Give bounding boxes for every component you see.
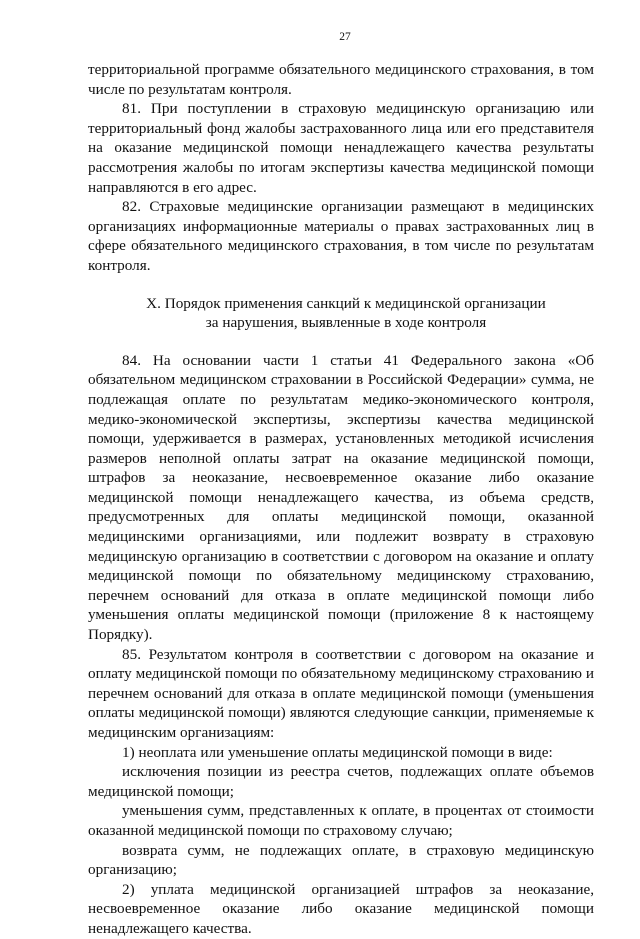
paragraph-85: 85. Результатом контроля в соответствии с договором на оказание и оплату медицинской помощи по обязательному медицинскому страхованию и перечнем оснований для отказа в оплате медицинской помощи (уменьшения оплаты медицинской помощи) являются следующие санкции, применяемые к медицинским организациям:	[88, 645, 594, 741]
section-heading	[88, 294, 594, 333]
list-item-2: 2) уплата медицинской организацией штрафов за неоказание, несвоевременное оказание либо оказание медицинской помощи ненадлежащего качества.	[88, 880, 594, 937]
list-subitem-reduction: уменьшения сумм, представленных к оплате, в процентах от стоимости оказанной медицинской помощи по страховому случаю;	[88, 802, 594, 839]
list-item-1: 1) неоплата или уменьшение оплаты медицинской помощи в виде:	[122, 743, 553, 761]
page-number: 27	[339, 31, 351, 43]
list-subitem-refund: возврата сумм, не подлежащих оплате, в страховую медицинскую организацию;	[88, 841, 594, 879]
paragraph-84: 84. На основании части 1 статьи 41 Федерального закона «Об обязательном медицинском страховании в Российской Федерации» сумма, не подлежащая оплате по результатам медико-экономического контроля, медико-экономической экспертизы, экспертизы качества медицинской помощи, удерживается в размерах, установленных методикой исчисления размеров неполной оплаты затрат на оказание медицинской помощи, штрафов за неоказание, несвоевременное оказание либо оказание медицинской помощи ненадлежащего качества, из объема средств, предусмотренных для оплаты медицинской помощи, оказанной медицинскими организациями, или подлежит возврату в страховую медицинскую организацию в соответствии с договором на оказание и оплату медицинской помощи по обязательному медицинскому страхованию, перечнем оснований для отказа в оплате медицинской помощи либо уменьшения оплаты медицинской помощи (приложение 8 к настоящему Порядку).	[88, 351, 594, 644]
section-heading-line1: X. Порядок применения санкций к медицинской организации	[146, 294, 546, 312]
body-text-bottom	[88, 351, 594, 939]
section-heading-line2: за нарушения, выявленные в ходе контроля	[205, 314, 487, 332]
list-subitem-exclusion: исключения позиции из реестра счетов, подлежащих оплате объемов медицинской помощи;	[88, 763, 594, 800]
body-text-top	[88, 60, 594, 276]
paragraph-continuation: территориальной программе обязательного медицинского страхования, в том числе по результатам контроля.	[88, 61, 594, 98]
paragraph-82: 82. Страховые медицинские организации размещают в медицинских организациях информационные материалы о правах застрахованных лиц в сфере обязательного медицинского страхования, в том числе по результатам контроля.	[88, 198, 594, 274]
paragraph-81: 81. При поступлении в страховую медицинскую организацию или территориальный фонд жалобы застрахованного лица или его представителя на оказание медицинской помощи ненадлежащего качества результаты рассмотрения жалобы по итогам экспертизы качества медицинской помощи направляются в его адрес.	[88, 100, 594, 196]
